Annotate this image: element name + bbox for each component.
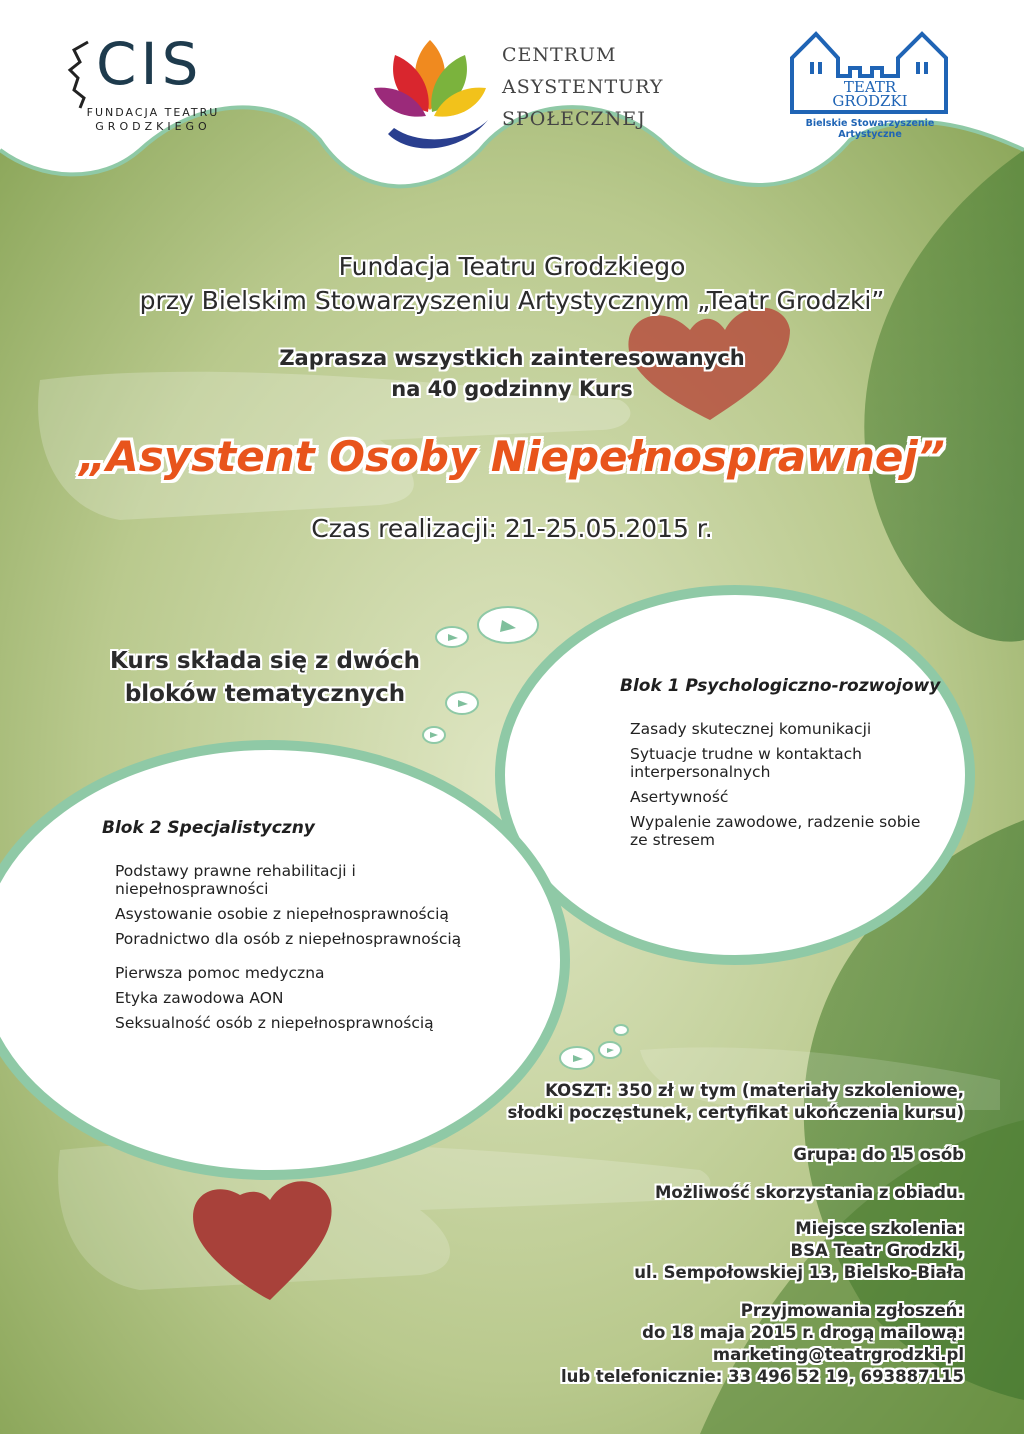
training-location xyxy=(444,1218,964,1284)
cas-logo xyxy=(370,30,670,160)
apply-line-2: do 18 maja 2015 r. drogą mailową: xyxy=(642,1323,964,1342)
place-line-2: BSA Teatr Grodzki, xyxy=(790,1241,964,1260)
cis-subtitle-1: FUNDACJA TEATRU xyxy=(86,106,220,119)
teatr-line-1: TEATR xyxy=(843,78,897,96)
list-item: Etyka zawodowa AON xyxy=(115,989,284,1007)
list-item: Poradnictwo dla osób z niepełnosprawnością xyxy=(115,930,462,948)
list-item: Pierwsza pomoc medyczna xyxy=(115,964,325,982)
invite-line-1: Zaprasza wszystkich zainteresowanych xyxy=(279,346,745,370)
cost-line-1: KOSZT: 350 zł w tym (materiały szkoleniowe, xyxy=(545,1081,964,1100)
group-size: Grupa: do 15 osób xyxy=(793,1145,964,1164)
list-item: Asystowanie osobie z niepełnosprawnością xyxy=(115,905,449,923)
block-1-title: Blok 1 Psychologiczno-rozwojowy xyxy=(620,676,941,696)
list-item: Seksualność osób z niepełnosprawnością xyxy=(115,1014,434,1032)
cas-line-1: CENTRUM xyxy=(502,44,617,66)
list-item: Asertywność xyxy=(630,788,729,806)
teatr-line-2: GRODZKI xyxy=(832,92,908,110)
cis-logo xyxy=(66,30,226,140)
cost-info xyxy=(444,1080,964,1124)
intro-line-2: bloków tematycznych xyxy=(124,681,406,707)
invitation-text xyxy=(0,343,1024,405)
organizer-line-2: przy Bielskim Stowarzyszeniu Artystycznym „Teatr Grodzki” xyxy=(139,286,885,315)
organizer-line-1: Fundacja Teatru Grodzkiego xyxy=(338,252,686,281)
course-dates: Czas realizacji: 21-25.05.2015 r. xyxy=(311,514,713,543)
course-title: „Asystent Osoby Niepełnosprawnej” xyxy=(79,432,945,481)
cas-line-3: SPOŁECZNEJ xyxy=(502,108,646,130)
invite-line-2: na 40 godzinny Kurs xyxy=(391,377,633,401)
organizer-heading xyxy=(0,250,1024,318)
contact-phone[interactable]: lub telefonicznie: 33 496 52 19, 693887115 xyxy=(560,1367,964,1386)
list-item: Podstawy prawne rehabilitacji i niepełnosprawności xyxy=(115,862,356,898)
list-item: Zasady skutecznej komunikacji xyxy=(630,720,872,738)
lunch-info: Możliwość skorzystania z obiadu. xyxy=(654,1183,964,1202)
cis-face-icon xyxy=(66,40,100,110)
teatr-caption: Bielskie Stowarzyszenie Artystyczne xyxy=(805,118,935,140)
cis-mark: CIS xyxy=(96,30,203,98)
application-info xyxy=(444,1300,964,1388)
lotus-flower-icon xyxy=(370,30,490,158)
intro-line-1: Kurs składa się z dwóch xyxy=(110,648,420,674)
cost-line-2: słodki poczęstunek, certyfikat ukończenia kursu) xyxy=(507,1103,964,1122)
contact-email[interactable]: marketing@teatrgrodzki.pl xyxy=(712,1345,964,1364)
block-2-title: Blok 2 Specjalistyczny xyxy=(102,818,315,838)
block-2-topics xyxy=(115,862,535,1039)
place-line-1: Miejsce szkolenia: xyxy=(795,1219,964,1238)
list-item: Wypalenie zawodowe, radzenie sobie ze stresem xyxy=(630,813,921,849)
block-1-topics xyxy=(630,720,950,856)
list-item: Sytuacje trudne w kontaktach interpersonalnych xyxy=(630,745,862,781)
cis-subtitle-2: GRODZKIEGO xyxy=(95,120,211,133)
apply-line-1: Przyjmowania zgłoszeń: xyxy=(740,1301,964,1320)
teatr-grodzki-logo xyxy=(780,28,960,138)
course-structure-heading xyxy=(80,645,450,711)
place-line-3: ul. Sempołowskiej 13, Bielsko-Biała xyxy=(634,1263,964,1282)
cas-line-2: ASYSTENTURY xyxy=(502,76,664,98)
